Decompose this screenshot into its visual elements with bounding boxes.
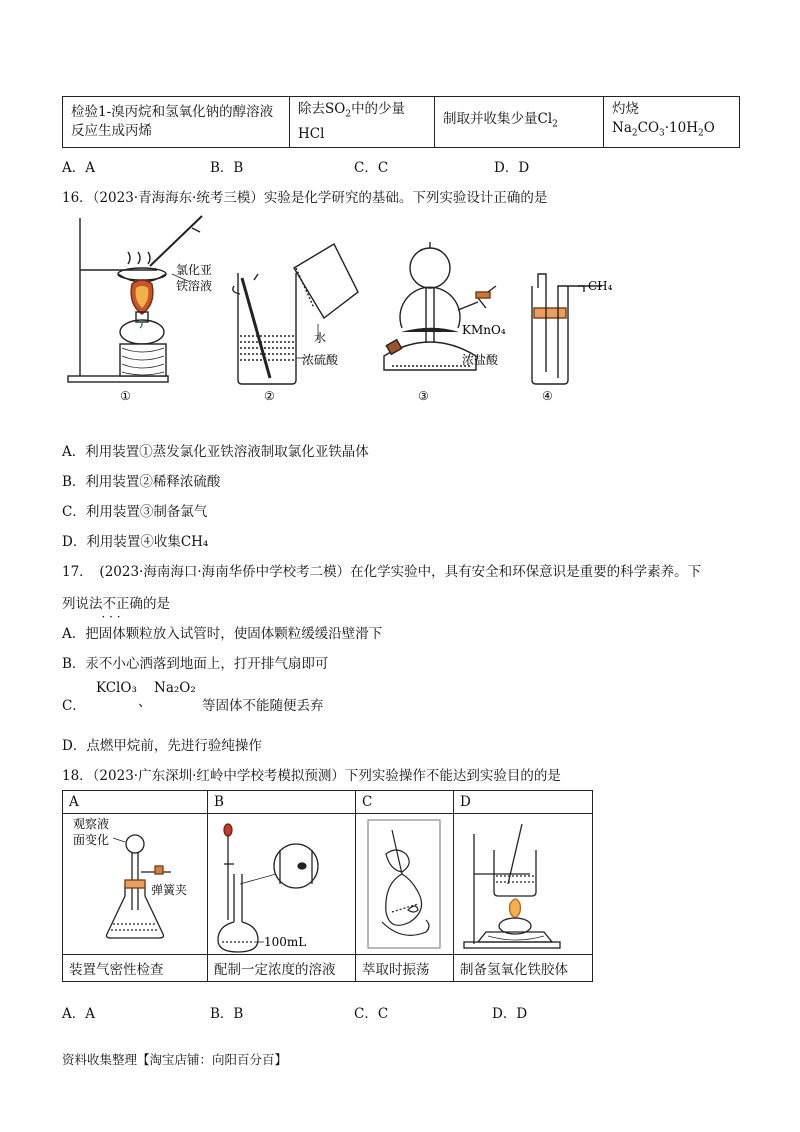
- table-cell: 检验1-溴丙烷和氢氧化钠的醇溶液反应生成丙烯: [63, 97, 290, 148]
- shaking-extraction-figure: [362, 814, 447, 954]
- q16-option-c[interactable]: C．利用装置③制备氯气: [62, 504, 208, 520]
- question-16-stem: 16．（2023·青海海东·统考三模）实验是化学研究的基础。下列实验设计正确的是: [62, 190, 548, 206]
- experiment-table-q18: [62, 790, 593, 982]
- label-apparatus-3: ③: [418, 389, 429, 403]
- label-ferrous-chloride-2: 铁溶液: [176, 279, 213, 293]
- option-b[interactable]: B．B: [210, 160, 244, 176]
- experiment-table-q15: [62, 96, 740, 148]
- q16-option-d[interactable]: D．利用装置④收集CH₄: [62, 534, 209, 550]
- option-a[interactable]: A．A: [62, 1006, 95, 1022]
- label-apparatus-1: ①: [120, 389, 131, 403]
- option-d[interactable]: D．D: [492, 1006, 528, 1022]
- caption-cell: 制备氢氧化铁胶体: [454, 955, 593, 982]
- option-a[interactable]: A．A: [62, 160, 95, 176]
- header-cell: B: [208, 791, 356, 814]
- header-cell: C: [356, 791, 454, 814]
- q17-option-d[interactable]: D．点燃甲烷前，先进行验纯操作: [62, 738, 262, 754]
- label-water: 水: [314, 331, 327, 345]
- label-spring-clip: 弹簧夹: [151, 883, 188, 897]
- q18-options: [62, 1002, 662, 1022]
- footer-text: 资料收集整理【淘宝店铺：向阳百分百】: [62, 1052, 288, 1067]
- label-volume: 100mL: [264, 935, 307, 949]
- question-17-stem-line2: 列说法不正确 · · ·的是: [62, 592, 170, 612]
- colloid-preparation-figure: [460, 814, 586, 954]
- label-conc-hcl: 浓盐酸: [462, 353, 499, 367]
- caption-cell: 萃取时振荡: [356, 955, 454, 982]
- question-18-stem: 18．（2023·广东深圳·红岭中学校考模拟预测）下列实验操作不能达到实验目的的是: [62, 768, 561, 784]
- label-observe-1: 观察液: [73, 817, 110, 831]
- figure-cell-d: [454, 814, 593, 955]
- option-d[interactable]: D．D: [494, 160, 530, 176]
- q16-option-b[interactable]: B．利用装置②稀释浓硫酸: [62, 474, 221, 490]
- question-17-stem-line1: 17． (2023·海南海口·海南华侨中学校考二模）在化学实验中，具有安全和环保意识是重要的科学素养。下: [62, 564, 702, 580]
- airtight-check-figure: [69, 814, 201, 954]
- emphasis-dots: 不正确 · · ·: [103, 596, 144, 612]
- label-apparatus-2: ②: [264, 389, 275, 403]
- table-cell: 制取并收集少量$Cl_2$: [435, 97, 604, 148]
- q17-option-a[interactable]: A．把固体颗粒放入试管时，使固体颗粒缓缓沿壁滑下: [62, 626, 383, 642]
- label-kmno4: KMnO₄: [462, 323, 506, 337]
- q16-option-a[interactable]: A．利用装置①蒸发氯化亚铁溶液制取氯化亚铁晶体: [62, 444, 369, 460]
- figure-cell-c: [356, 814, 454, 955]
- option-c[interactable]: C．C: [354, 1006, 389, 1022]
- label-ch4: CH₄: [588, 279, 613, 293]
- header-cell: D: [454, 791, 593, 814]
- table-cell: 除去$SO_2$中的少量 HCl: [290, 97, 435, 148]
- figure-cell-a: [63, 814, 208, 955]
- label-apparatus-4: ④: [542, 389, 553, 403]
- label-observe-2: 面变化: [73, 833, 110, 847]
- q15-options: [62, 156, 662, 176]
- header-cell: A: [63, 791, 208, 814]
- option-b[interactable]: B．B: [210, 1006, 244, 1022]
- caption-cell: 配制一定浓度的溶液: [208, 955, 356, 982]
- figure-cell-b: [208, 814, 356, 955]
- caption-cell: 装置气密性检查: [63, 955, 208, 982]
- option-c[interactable]: C．C: [354, 160, 389, 176]
- q17-option-b[interactable]: B．汞不小心洒落到地面上，打开排气扇即可: [62, 656, 329, 672]
- label-ferrous-chloride: 氯化亚: [176, 263, 213, 277]
- volumetric-flask-figure: [214, 814, 349, 954]
- table-cell: 灼烧 $Na_2CO_3\cdot 10H_2O$: [604, 97, 740, 148]
- label-conc-sulfuric: 浓硫酸: [302, 353, 339, 367]
- q16-apparatus-figure: [62, 208, 662, 404]
